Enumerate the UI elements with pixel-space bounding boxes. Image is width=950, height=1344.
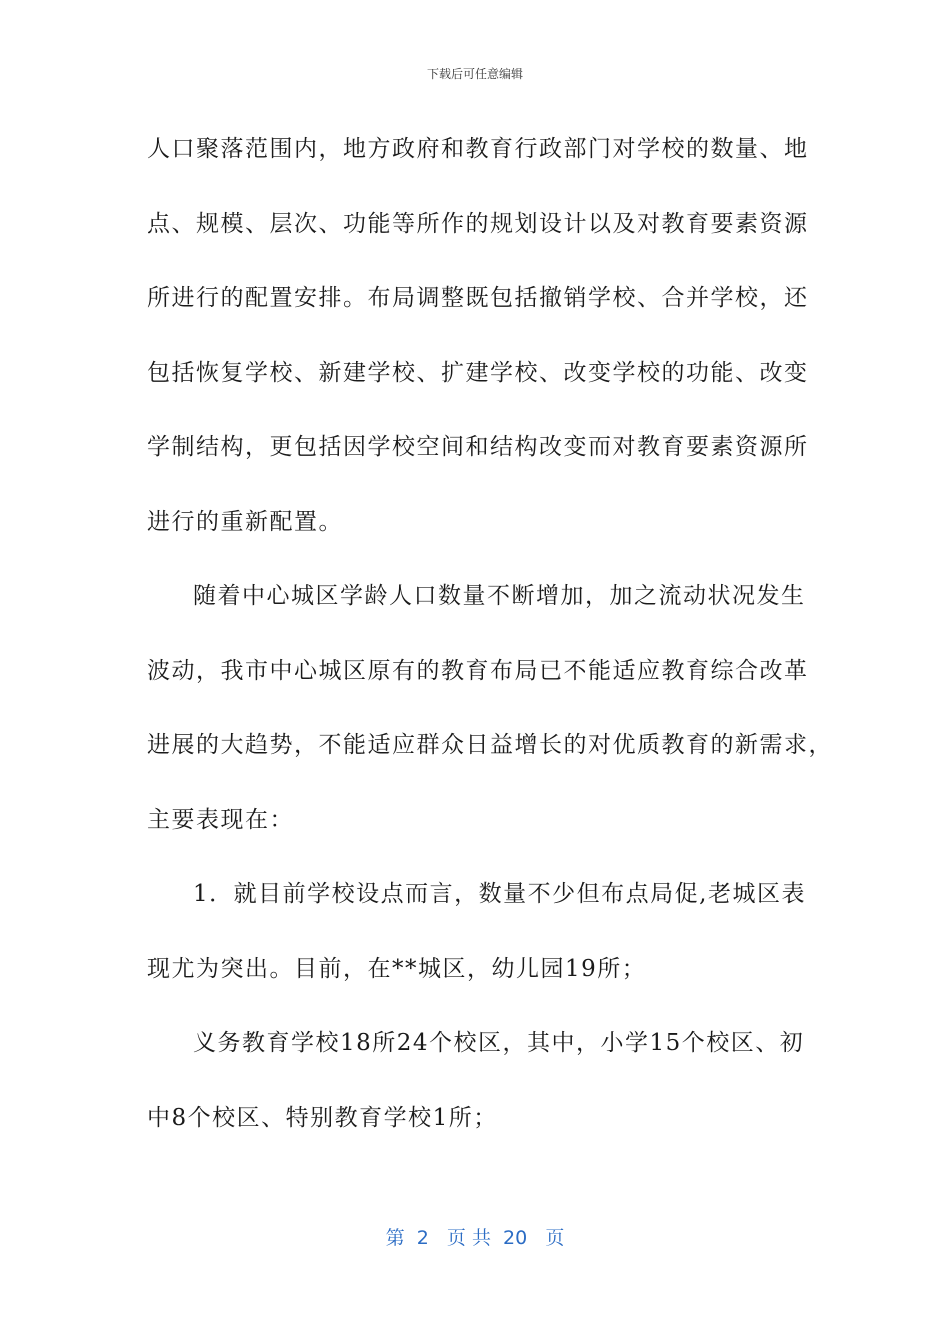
paragraph-first-line: 1．就目前学校设点而言，数量不少但布点局促,老城区表 bbox=[193, 881, 806, 907]
text-line: 人口聚落范围内，地方政府和教育行政部门对学校的数量、地 bbox=[147, 136, 809, 162]
page-number-footer: 第 2 页 共 20 页 bbox=[385, 1227, 565, 1249]
text-line: 中8个校区、特别教育学校1所； bbox=[147, 1104, 498, 1131]
text-line: 现尤为突出。目前，在**城区，幼儿园19所； bbox=[147, 955, 647, 982]
text-line: 主要表现在： bbox=[147, 806, 294, 833]
text-line: 点、规模、层次、功能等所作的规划设计以及对教育要素资源 bbox=[147, 210, 809, 237]
text-line: 进行的重新配置。 bbox=[147, 508, 343, 535]
text-line: 波动，我市中心城区原有的教育布局已不能适应教育综合改革 bbox=[147, 657, 809, 684]
text-line: 包括恢复学校、新建学校、扩建学校、改变学校的功能、改变 bbox=[147, 359, 809, 386]
text-line: 学制结构，更包括因学校空间和结构改变而对教育要素资源所 bbox=[147, 434, 809, 460]
paragraph-first-line: 随着中心城区学龄人口数量不断增加，加之流动状况发生 bbox=[193, 583, 806, 609]
document-body bbox=[147, 112, 833, 1155]
page-header: 下载后可任意编辑 bbox=[426, 67, 523, 81]
text-line: 进展的大趋势，不能适应群众日益增长的对优质教育的新需求， bbox=[147, 732, 833, 758]
text-line: 所进行的配置安排。布局调整既包括撤销学校、合并学校，还 bbox=[147, 285, 809, 311]
paragraph-first-line: 义务教育学校18所24个校区，其中，小学15个校区、初 bbox=[193, 1030, 805, 1056]
